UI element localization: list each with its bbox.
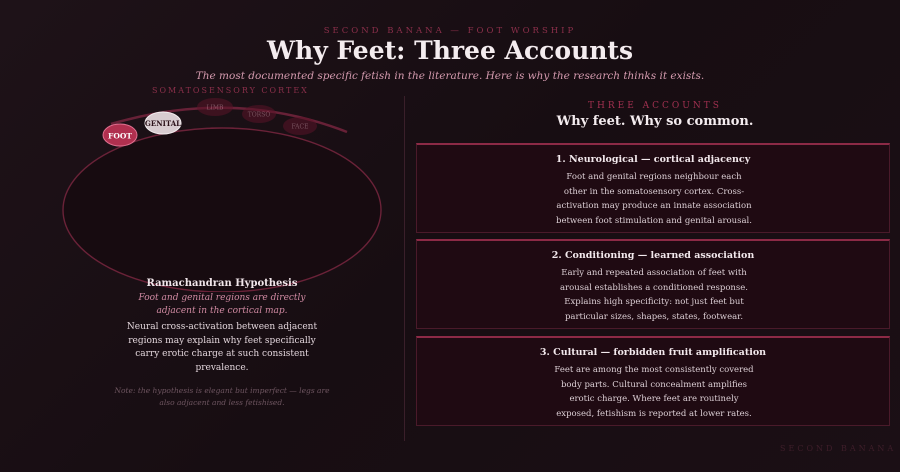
- account-card-3[interactable]: [416, 336, 890, 426]
- account-heading: 2. Conditioning — learned association: [551, 250, 755, 261]
- cortex-label: SOMATOSENSORY CORTEX: [152, 86, 309, 95]
- account-body: Feet are among the most consistently covered body parts. Cultural concealment amplifies erotic charge. Where feet are routinely exposed, fetishism is reported at lower rates.: [554, 365, 754, 419]
- region-limb[interactable]: [197, 98, 233, 116]
- hypothesis-title: Ramachandran Hypothesis: [146, 278, 298, 289]
- hypothesis-body: Neural cross-activation between adjacent regions may explain why feet specifically carry erotic charge at such consistent prevalence.: [126, 322, 318, 373]
- region-torso[interactable]: [242, 105, 276, 123]
- hypothesis-italic: Foot and genital regions are directly adjacent in the cortical map.: [138, 293, 306, 316]
- hypothesis-note: Note: the hypothesis is elegant but imperfect — legs are also adjacent and less fetishised.: [114, 386, 330, 407]
- footer-watermark: SECOND BANANA: [780, 444, 897, 453]
- page-subtitle: The most documented specific fetish in the literature. Here is why the research thinks it exists.: [195, 70, 705, 82]
- cortex-diagram: [55, 92, 395, 292]
- account-card-2[interactable]: [416, 239, 890, 329]
- account-heading: 3. Cultural — forbidden fruit amplification: [539, 347, 767, 358]
- region-face-label: FACE: [291, 123, 309, 131]
- cortex-outline: [63, 128, 381, 292]
- region-torso-label: TORSO: [247, 111, 271, 119]
- page-kicker: SECOND BANANA — FOOT WORSHIP: [323, 26, 577, 36]
- region-foot[interactable]: [103, 124, 137, 146]
- account-body: Foot and genital regions neighbour each other in the somatosensory cortex. Cross-activation may produce an innate association between foot stimulation and genital arousal.: [556, 172, 752, 226]
- region-genital[interactable]: [145, 112, 181, 134]
- region-face[interactable]: [283, 117, 317, 135]
- account-card-1[interactable]: [416, 143, 890, 233]
- account-heading: 1. Neurological — cortical adjacency: [555, 154, 751, 165]
- region-genital-label: GENITAL: [144, 119, 182, 128]
- page-title: Why Feet: Three Accounts: [266, 36, 634, 65]
- column-divider: [404, 96, 405, 441]
- accounts-kicker: THREE ACCOUNTS: [588, 101, 722, 111]
- accounts-title: Why feet. Why so common.: [556, 114, 754, 129]
- region-limb-label: LIMB: [206, 104, 224, 112]
- region-foot-label: FOOT: [108, 131, 132, 141]
- account-body: Early and repeated association of feet with arousal establishes a conditioned response. Explains high specificity: not just feet but particular sizes, shapes, states, footwear.: [559, 268, 749, 322]
